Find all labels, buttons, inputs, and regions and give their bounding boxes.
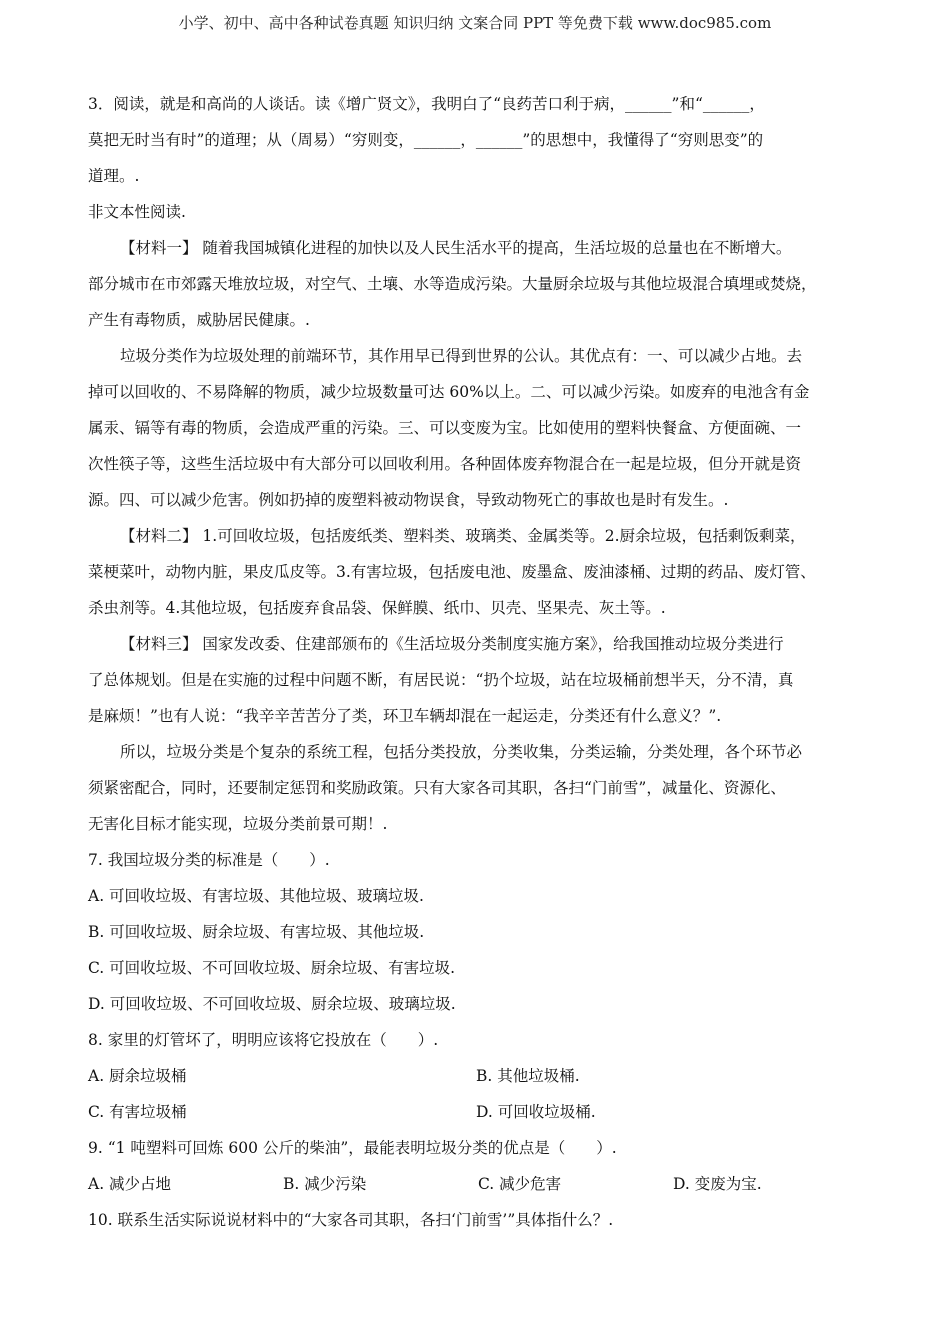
document-body: [88, 86, 868, 1238]
q3-line-3: 道理。.: [88, 167, 140, 185]
material-1: [88, 230, 868, 518]
question-3: [88, 86, 868, 194]
material-1-para-2-line-2: 掉可以回收的、不易降解的物质，减少垃圾数量可达 60%以上。二、可以减少污染。如废弃的电池含有金: [88, 383, 810, 401]
q7-option-a: A. 可回收垃圾、有害垃圾、其他垃圾、玻璃垃圾.: [88, 887, 424, 905]
q9-option-c: C. 减少危害: [478, 1175, 562, 1193]
q7-option-d: D. 可回收垃圾、不可回收垃圾、厨余垃圾、玻璃垃圾.: [88, 995, 456, 1013]
material-3-para-2-line-1: 所以，垃圾分类是个复杂的系统工程，包括分类投放，分类收集，分类运输，分类处理，各个环节必: [120, 743, 803, 761]
material-3-para-2-line-3: 无害化目标才能实现，垃圾分类前景可期！.: [88, 815, 388, 833]
material-1-para-2-line-1: 垃圾分类作为垃圾处理的前端环节，其作用早已得到世界的公认。其优点有：一、可以减少占地。去: [120, 347, 803, 365]
q9-stem: 9. “1 吨塑料可回炼 600 公斤的柴油”，最能表明垃圾分类的优点是（ ）.: [88, 1139, 617, 1157]
q8-option-d: D. 可回收垃圾桶.: [476, 1103, 596, 1121]
page-header: 小学、初中、高中各种试卷真题 知识归纳 文案合同 PPT 等免费下载 www.doc985.com: [178, 14, 772, 32]
q7-option-b: B. 可回收垃圾、厨余垃圾、有害垃圾、其他垃圾.: [88, 923, 425, 941]
q3-line-2: 莫把无时当有时”的道理；从（周易）“穷则变，______，______”的思想中，我懂得了“穷则思变”的: [88, 131, 764, 149]
material-3: [88, 626, 868, 842]
material-3-para-2-line-2: 须紧密配合，同时，还要制定惩罚和奖励政策。只有大家各司其职，各扫“门前雪”，减量化、资源化、: [88, 779, 786, 797]
q7-stem: 7. 我国垃圾分类的标准是（ ）.: [88, 851, 330, 869]
question-7: [88, 842, 868, 1022]
q8-option-a: A. 厨余垃圾桶: [88, 1067, 187, 1085]
q8-options-row-1: [88, 1058, 868, 1094]
material-3-para-1-line-1: 【材料三】 国家发改委、住建部颁布的《生活垃圾分类制度实施方案》，给我国推动垃圾分类进行: [120, 635, 784, 653]
q9-option-b: B. 减少污染: [283, 1175, 367, 1193]
q8-option-b: B. 其他垃圾桶.: [476, 1067, 580, 1085]
material-1-para-2-line-4: 次性筷子等，这些生活垃圾中有大部分可以回收利用。各种固体废弃物混合在一起是垃圾，但分开就是资: [88, 455, 802, 473]
question-10: [88, 1202, 868, 1238]
material-1-para-2-line-3: 属汞、镉等有毒的物质，会造成严重的污染。三、可以变废为宝。比如使用的塑料快餐盒、方便面碗、一: [88, 419, 802, 437]
material-3-para-1-line-3: 是麻烦！”也有人说：“我辛辛苦苦分了类，环卫车辆却混在一起运走，分类还有什么意义？”.: [88, 707, 722, 725]
material-1-para-1-line-2: 部分城市在市郊露天堆放垃圾，对空气、土壤、水等造成污染。大量厨余垃圾与其他垃圾混合填埋或焚烧，: [88, 275, 817, 293]
question-8: [88, 1022, 868, 1130]
q8-stem: 8. 家里的灯管坏了，明明应该将它投放在（ ）.: [88, 1031, 439, 1049]
q8-options-row-2: [88, 1094, 868, 1130]
q9-option-d: D. 变废为宝.: [673, 1175, 762, 1193]
question-9: [88, 1130, 868, 1202]
q9-options-row: [88, 1166, 868, 1202]
material-1-para-1-line-1: 【材料一】 随着我国城镇化进程的加快以及人民生活水平的提高，生活垃圾的总量也在不断增大。: [120, 239, 792, 257]
q3-line-1: 3．阅读，就是和高尚的人谈话。读《增广贤文》，我明白了“良药苦口利于病，______”和“______，: [88, 95, 765, 113]
material-2-line-3: 杀虫剂等。4.其他垃圾，包括废弃食品袋、保鲜膜、纸巾、贝壳、坚果壳、灰土等。.: [88, 599, 666, 617]
material-3-para-1-line-2: 了总体规划。但是在实施的过程中问题不断，有居民说：“扔个垃圾，站在垃圾桶前想半天，分不清，真: [88, 671, 794, 689]
q8-option-c: C. 有害垃圾桶: [88, 1103, 187, 1121]
q7-option-c: C. 可回收垃圾、不可回收垃圾、厨余垃圾、有害垃圾.: [88, 959, 456, 977]
q10-stem: 10. 联系生活实际说说材料中的“大家各司其职，各扫‘门前雪’”具体指什么？.: [88, 1211, 614, 1229]
material-2-line-1: 【材料二】 1.可回收垃圾，包括废纸类、塑料类、玻璃类、金属类等。2.厨余垃圾，包括剩饭剩菜，: [120, 527, 806, 545]
material-2: [88, 518, 868, 626]
material-2-line-2: 菜梗菜叶，动物内脏，果皮瓜皮等。3.有害垃圾，包括废电池、废墨盒、废油漆桶、过期的药品、废灯管、: [88, 563, 816, 581]
q9-option-a: A. 减少占地: [88, 1175, 172, 1193]
material-1-para-2-line-5: 源。四、可以减少危害。例如扔掉的废塑料被动物误食，导致动物死亡的事故也是时有发生。.: [88, 491, 729, 509]
material-1-para-1-line-3: 产生有毒物质，威胁居民健康。.: [88, 311, 310, 329]
section-title: 非文本性阅读.: [88, 203, 186, 221]
